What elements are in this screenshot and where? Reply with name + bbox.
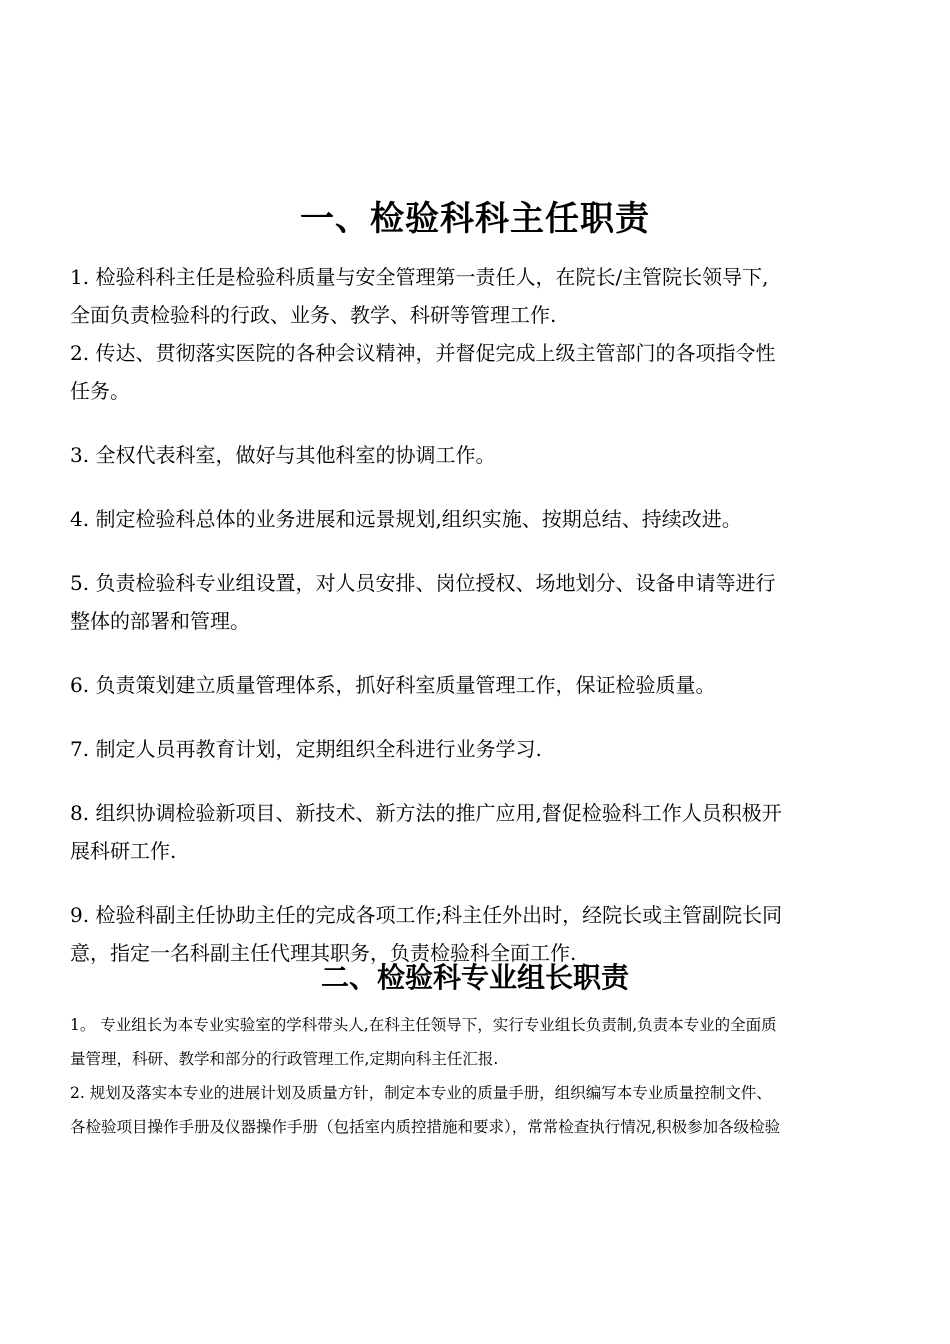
item-line: 意，指定一名科副主任代理其职务，负责检验科全面工作. xyxy=(70,941,577,965)
list-item xyxy=(70,730,880,768)
list-item xyxy=(70,1076,882,1144)
item-line: 2. 传达、贯彻落实医院的各种会议精神，并督促完成上级主管部门的各项指令性 xyxy=(70,341,776,365)
list-item xyxy=(70,334,880,410)
item-line: 6. 负责策划建立质量管理体系，抓好科室质量管理工作，保证检验质量。 xyxy=(70,673,716,697)
list-item xyxy=(70,500,880,538)
list-item xyxy=(70,564,880,640)
item-line: 5. 负责检验科专业组设置，对人员安排、岗位授权、场地划分、设备申请等进行 xyxy=(70,571,776,595)
item-line: 2. 规划及落实本专业的进展计划及质量方针，制定本专业的质量手册，组织编写本专业质量控制文件、 xyxy=(70,1084,772,1102)
section1-list xyxy=(70,258,880,972)
list-item xyxy=(70,666,880,704)
section2-list xyxy=(70,1008,882,1144)
item-line: 全面负责检验科的行政、业务、教学、科研等管理工作. xyxy=(70,303,557,327)
item-line: 7. 制定人员再教育计划，定期组织全科进行业务学习. xyxy=(70,737,542,761)
item-line: 量管理，科研、教学和部分的行政管理工作,定期向科主任汇报. xyxy=(70,1050,499,1068)
item-line: 整体的部署和管理。 xyxy=(70,609,250,633)
item-line: 1. 检验科科主任是检验科质量与安全管理第一责任人，在院长/主管院长领导下, xyxy=(70,265,769,289)
item-line: 任务。 xyxy=(70,379,130,403)
list-item xyxy=(70,436,880,474)
list-item xyxy=(70,794,880,870)
item-line: 9. 检验科副主任协助主任的完成各项工作;科主任外出时，经院长或主管副院长同 xyxy=(70,903,783,927)
section2-title: 二、检验科专业组长职责 xyxy=(320,961,629,994)
item-line: 各检验项目操作手册及仪器操作手册（包括室内质控措施和要求），常常检查执行情况,积极参加各级检验 xyxy=(70,1118,781,1136)
item-line: 4. 制定检验科总体的业务进展和远景规划,组织实施、按期总结、持续改进。 xyxy=(70,507,742,531)
item-line: 3. 全权代表科室，做好与其他科室的协调工作。 xyxy=(70,443,496,467)
item-line: 1。 专业组长为本专业实验室的学科带头人,在科主任领导下，实行专业组长负责制,负责本专业的全面质 xyxy=(70,1016,777,1034)
section1-title: 一、检验科科主任职责 xyxy=(300,199,650,239)
item-line: 展科研工作. xyxy=(70,839,177,863)
list-item xyxy=(70,258,880,334)
list-item xyxy=(70,1008,882,1076)
item-line: 8. 组织协调检验新项目、新技术、新方法的推广应用,督促检验科工作人员积极开 xyxy=(70,801,782,825)
